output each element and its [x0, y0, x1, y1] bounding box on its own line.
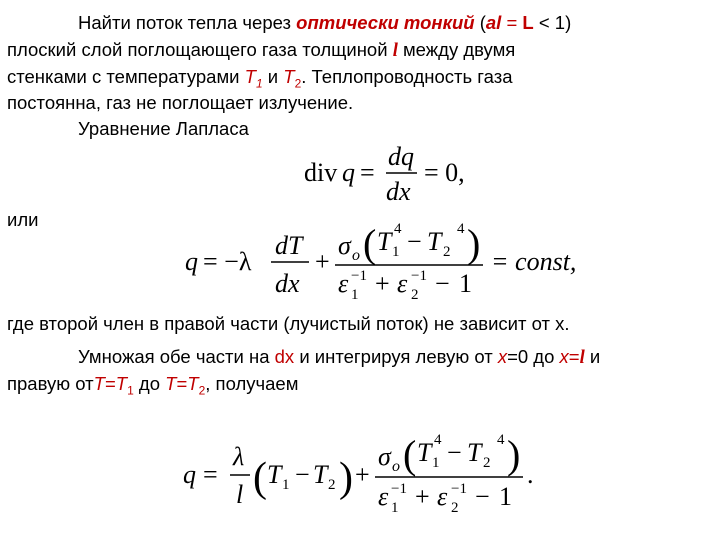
eq-minus: − [295, 460, 310, 489]
symbol-dx: dx [274, 346, 295, 367]
text-line-5 [7, 117, 249, 141]
eq-plus: + [355, 460, 370, 489]
eq-epsilon: ε [437, 482, 448, 511]
equation-laplace [290, 140, 480, 208]
symbol-T: T [244, 66, 256, 87]
eq-dx: dx [386, 177, 411, 206]
eq-sub-1: 1 [392, 244, 400, 260]
eq-minus-lambda: = −λ [203, 247, 252, 276]
text: до [133, 373, 166, 394]
paren-open: ( [363, 221, 377, 266]
eq-dq: dq [388, 142, 414, 171]
symbol-al: al [485, 12, 502, 33]
eq-equals: = [360, 158, 375, 187]
text: Найти поток тепла через [78, 12, 297, 33]
eq-sup-neg1: −1 [451, 481, 467, 497]
eq-q: q [342, 158, 355, 187]
eq-epsilon: ε [378, 482, 389, 511]
symbol-T: T [165, 373, 177, 394]
paren-close: ) [507, 432, 521, 477]
paren-open: ( [253, 455, 267, 501]
eq-sup-neg1: −1 [351, 268, 367, 284]
eq-l: l [236, 480, 244, 509]
or-word: или [7, 209, 39, 230]
eq-T: T [267, 460, 282, 489]
eq-T: T [417, 438, 432, 467]
text: и [584, 346, 601, 367]
eq-sub-1: 1 [391, 500, 399, 516]
equation-flux [175, 210, 595, 300]
eq-div: div [304, 158, 338, 187]
eq-minus: − [435, 269, 450, 298]
text: плоский слой поглощающего газа толщиной [7, 39, 393, 60]
symbol-L: L [522, 12, 534, 33]
eq-const: = const, [491, 247, 577, 276]
text: . Теплопроводность газа [301, 66, 513, 87]
subscript: 2 [198, 383, 206, 398]
text: где второй член в правой части (лучистый поток) не зависит от x. [7, 313, 570, 334]
eq-plus: + [415, 482, 430, 511]
eq-minus: − [407, 227, 422, 256]
symbol-T: T [187, 373, 199, 394]
text: Умножая обе части на [78, 346, 275, 367]
subscript: 2 [294, 76, 302, 91]
paren-open: ( [403, 432, 417, 477]
text: = [501, 12, 523, 33]
eq-sub-2: 2 [328, 477, 336, 493]
eq-sub-o: o [352, 247, 360, 264]
text: и [262, 66, 284, 87]
subscript: 1 [127, 383, 134, 398]
symbol-l: l [392, 41, 398, 61]
text-line-2 [7, 38, 515, 63]
eq-sub-2: 2 [451, 500, 459, 516]
text-line-6 [7, 312, 570, 336]
text: правую от [7, 373, 94, 394]
paren-close: ) [339, 455, 353, 501]
eq-zero: = 0, [424, 158, 465, 187]
eq-dT: dT [275, 231, 303, 260]
text-or [7, 208, 38, 232]
eq-one: 1 [499, 482, 512, 511]
heading-laplace: Уравнение Лапласа [78, 118, 249, 139]
text-line-1 [7, 11, 571, 35]
eq-sub-1: 1 [432, 455, 440, 471]
symbol-T: T [115, 373, 128, 394]
eq-sup-neg1: −1 [411, 268, 427, 284]
eq-sub-1: 1 [351, 287, 359, 300]
text: стенками с температурами [7, 66, 245, 87]
eq-sigma: σ [338, 231, 351, 260]
eq-q: q [183, 460, 196, 489]
eq-minus: − [475, 482, 490, 511]
text-line-8 [7, 372, 298, 403]
eq-T: T [313, 460, 328, 489]
eq-sub-2: 2 [411, 287, 419, 300]
text-line-7 [7, 345, 600, 370]
text: и интегрируя левую от [294, 346, 498, 367]
eq-sub-o: o [392, 458, 400, 475]
eq-sub-2: 2 [443, 244, 451, 260]
paren-close: ) [467, 221, 481, 266]
text: = [568, 346, 580, 367]
eq-T: T [467, 438, 482, 467]
symbol-l: l [579, 348, 585, 368]
text: ( [474, 12, 486, 33]
symbol-T: T [283, 66, 295, 87]
subscript: 1 [255, 76, 263, 91]
eq-plus: + [315, 247, 330, 276]
eq-dx: dx [275, 269, 300, 298]
text: постоянна, газ не поглощает излучение. [7, 92, 354, 113]
eq-period: . [527, 460, 534, 489]
eq-plus: + [375, 269, 390, 298]
eq-T: T [427, 227, 442, 256]
eq-epsilon: ε [397, 269, 408, 298]
eq-sup-4: 4 [497, 432, 505, 448]
eq-sup-neg1: −1 [391, 481, 407, 497]
eq-sup-4: 4 [434, 432, 442, 448]
eq-sub-1: 1 [282, 477, 290, 493]
eq-sigma: σ [378, 442, 391, 471]
eq-T: T [377, 227, 392, 256]
symbol-x: x [497, 346, 508, 367]
eq-q: q [185, 247, 198, 276]
text: =0 до [507, 346, 560, 367]
eq-lambda: λ [233, 442, 245, 471]
eq-epsilon: ε [338, 269, 349, 298]
symbol-x: x [559, 346, 569, 367]
term-optically-thin: оптически тонкий [296, 12, 475, 33]
eq-one: 1 [459, 269, 472, 298]
eq-minus: − [447, 438, 462, 467]
text-line-4 [7, 91, 353, 115]
symbol-T: T [93, 373, 105, 394]
text: < 1) [533, 12, 572, 33]
text: = [176, 373, 188, 394]
eq-sup-4: 4 [457, 221, 465, 237]
text: , получаем [205, 373, 299, 394]
eq-sup-4: 4 [394, 221, 402, 237]
equation-result [175, 415, 555, 525]
text: между двумя [397, 39, 516, 60]
eq-equals: = [203, 460, 218, 489]
text: = [104, 373, 116, 394]
eq-sub-2: 2 [483, 455, 491, 471]
